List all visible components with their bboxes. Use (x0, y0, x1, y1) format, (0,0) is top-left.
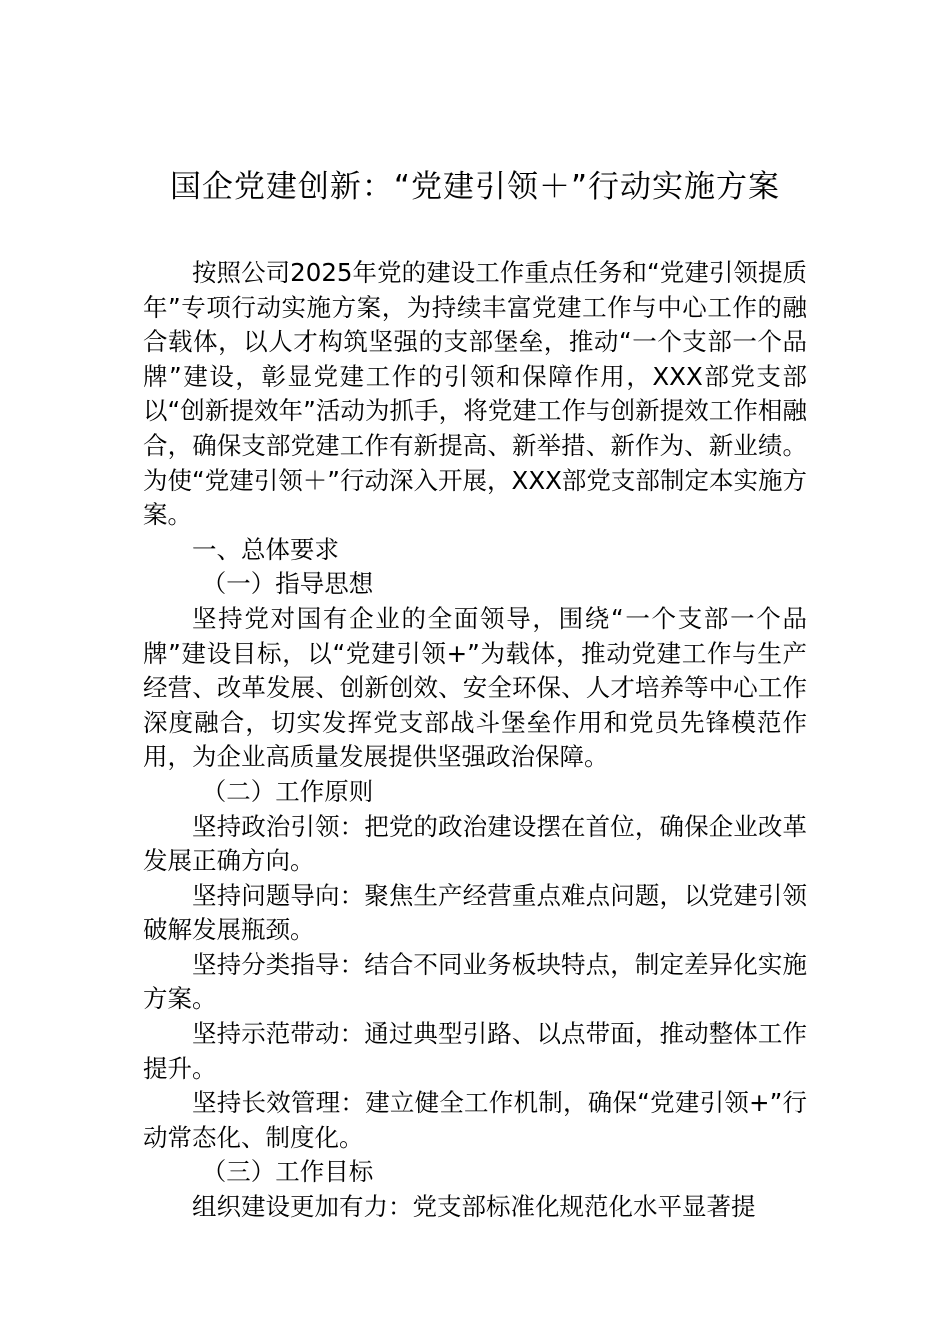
document-body (143, 256, 807, 1225)
work-goals-paragraph: 组织建设更加有力：党支部标准化规范化水平显著提 (192, 1192, 756, 1222)
principle-demonstration: 坚持示范带动：通过典型引路、以点带面，推动整体工作提升。 (143, 1019, 807, 1083)
principle-problem-oriented: 坚持问题导向：聚焦生产经营重点难点问题，以党建引领破解发展瓶颈。 (143, 880, 807, 945)
document-title: 国企党建创新：“党建引领＋”行动实施方案 (169, 169, 781, 205)
subsection-heading-work-goals: （三）工作目标 (201, 1157, 374, 1187)
principle-long-term-management: 坚持长效管理：建立健全工作机制，确保“党建引领+”行动常态化、制度化。 (143, 1088, 807, 1152)
principle-political-leadership: 坚持政治引领：把党的政治建设摆在首位，确保企业改革发展正确方向。 (143, 811, 807, 876)
subsection-heading-guiding-thought: （一）指导思想 (201, 569, 374, 599)
intro-paragraph: 按照公司2025年党的建设工作重点任务和“党建引领提质年”专项行动实施方案，为持续丰富党建工作与中心工作的融合载体，以人才构筑坚强的支部堡垒，推动“一个支部一个品牌”建设，彰显党建工作的引领和保障作用，XXX部党支部以“创新提效年”活动为抓手，将党建工作与创新提效工作相融合，确保支部党建工作有新提高、新举措、新作为、新业绩。为使“党建引领＋”行动深入开展，XXX部党支部制定本实施方案。 (143, 258, 807, 530)
section-heading-overall-requirements: 一、总体要求 (192, 534, 339, 564)
guiding-thought-paragraph: 坚持党对国有企业的全面领导，围绕“一个支部一个品牌”建设目标，以“党建引领+”为载体，推动党建工作与生产经营、改革发展、创新创效、安全环保、人才培养等中心工作深度融合，切实发挥党支部战斗堡垒作用和党员先锋模范作用，为企业高质量发展提供坚强政治保障。 (143, 603, 807, 772)
principle-classified-guidance: 坚持分类指导：结合不同业务板块特点，制定差异化实施方案。 (143, 949, 807, 1014)
subsection-heading-work-principles: （二）工作原则 (201, 776, 374, 806)
